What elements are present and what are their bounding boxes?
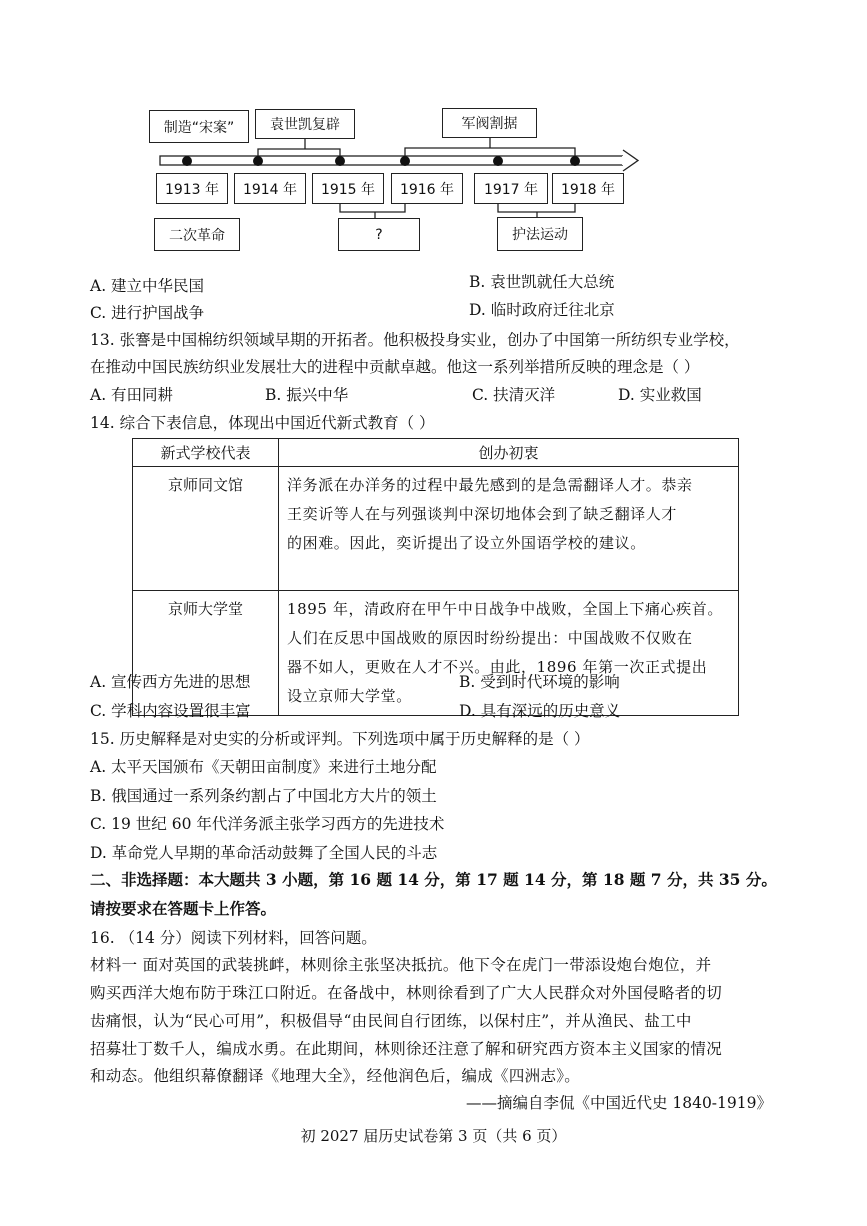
- purpose-line: 的困难。因此，奕䜣提出了设立外国语学校的建议。: [287, 534, 646, 552]
- q12-option-c: C. 进行护国战争: [90, 304, 205, 322]
- q14-option-b: B. 受到时代环境的影响: [459, 673, 620, 691]
- timeline-dot: [182, 156, 192, 166]
- table-row: [133, 467, 739, 591]
- q16-material-line: 齿痛恨，认为“民心可用”，积极倡导“由民间自行团练，以保村庄”，并从渔民、盐工中: [90, 1012, 692, 1030]
- event-yuan-restoration: 袁世凯复辟: [255, 109, 355, 139]
- event-second-revolution: 二次革命: [154, 218, 240, 251]
- school-purpose: [279, 467, 739, 591]
- page-footer: 初 2027 届历史试卷第 3 页（共 6 页）: [300, 1127, 567, 1145]
- event-unknown: ?: [338, 218, 420, 251]
- q12-option-d: D. 临时政府迁往北京: [469, 301, 615, 319]
- timeline: [0, 0, 867, 270]
- year-1917: 1917 年: [474, 173, 548, 204]
- timeline-graphic: [0, 0, 867, 270]
- purpose-line: 器不如人，更败在人才不兴。由此，1896 年第一次正式提出: [287, 658, 708, 676]
- year-1914: 1914 年: [234, 173, 306, 204]
- purpose-line: 人们在反思中国战败的原因时纷纷提出：中国战败不仅败在: [287, 629, 693, 647]
- timeline-dot: [400, 156, 410, 166]
- school-name: 京师大学堂: [133, 591, 279, 716]
- timeline-dot: [493, 156, 503, 166]
- q13-option-d: D. 实业救国: [618, 386, 702, 404]
- school-name: 京师同文馆: [133, 467, 279, 591]
- q14-option-c: C. 学科内容设置很丰富: [90, 702, 251, 720]
- purpose-line: 设立京师大学堂。: [287, 687, 412, 705]
- q14-stem: 14. 综合下表信息，体现出中国近代新式教育（ ）: [90, 414, 435, 432]
- q13-stem-line1: 13. 张謇是中国棉纺织领域早期的开拓者。他积极投身实业，创办了中国第一所纺织专业学校，: [90, 331, 740, 349]
- purpose-line: 王奕䜣等人在与列强谈判中深切地体会到了缺乏翻译人才: [287, 505, 678, 523]
- timeline-dot: [570, 156, 580, 166]
- q16-material-line: 购买西洋大炮布防于珠江口附近。在备战中，林则徐看到了广大人民群众对外国侵略者的切: [90, 984, 723, 1002]
- q13-option-b: B. 振兴中华: [265, 386, 349, 404]
- q16-material-line: 招募壮丁数千人，编成水勇。在此期间，林则徐还注意了解和研究西方资本主义国家的情况: [90, 1040, 723, 1058]
- event-constitution-protection: 护法运动: [497, 217, 583, 251]
- table-header-row: [133, 439, 739, 467]
- q16-material-line: 和动态。他组织幕僚翻译《地理大全》，经他润色后，编成《四洲志》。: [90, 1067, 581, 1085]
- table-header: 创办初衷: [279, 439, 739, 467]
- section2-instruction: 请按要求在答题卡上作答。: [90, 899, 277, 918]
- q15-stem: 15. 历史解释是对史实的分析或评判。下列选项中属于历史解释的是（ ）: [90, 730, 590, 748]
- q15-option-d: D. 革命党人早期的革命活动鼓舞了全国人民的斗志: [90, 844, 438, 862]
- q15-option-a: A. 太平天国颁布《天朝田亩制度》来进行土地分配: [90, 758, 437, 776]
- q15-option-c: C. 19 世纪 60 年代洋务派主张学习西方的先进技术: [90, 815, 445, 833]
- event-warlords: 军阀割据: [442, 108, 537, 138]
- table-row: [133, 591, 739, 716]
- q12-option-a: A. 建立中华民国: [90, 277, 205, 295]
- purpose-line: 1895 年，清政府在甲午中日战争中战败，全国上下痛心疾首。: [287, 600, 723, 618]
- q13-option-a: A. 有田同耕: [90, 386, 174, 404]
- timeline-dot: [335, 156, 345, 166]
- section2-heading: 二、非选择题：本大题共 3 小题，第 16 题 14 分，第 17 题 14 分，第 18 题 7 分，共 35 分。: [90, 870, 777, 889]
- q13-option-c: C. 扶清灭洋: [472, 386, 556, 404]
- timeline-dot: [253, 156, 263, 166]
- year-1916: 1916 年: [391, 173, 463, 204]
- event-song-case: 制造“宋案”: [149, 110, 249, 143]
- q14-option-d: D. 具有深远的历史意义: [459, 702, 621, 720]
- table-header: 新式学校代表: [133, 439, 279, 467]
- q13-stem-line2: 在推动中国民族纺织业发展壮大的进程中贡献卓越。他这一系列举措所反映的理念是（ ）: [90, 358, 700, 376]
- year-1913: 1913 年: [156, 173, 228, 204]
- q16-material-line: 材料一 面对英国的武装挑衅，林则徐主张坚决抵抗。他下令在虎门一带添设炮台炮位，并: [90, 956, 712, 974]
- q14-option-a: A. 宣传西方先进的思想: [90, 673, 251, 691]
- year-1915: 1915 年: [312, 173, 384, 204]
- q12-option-b: B. 袁世凯就任大总统: [469, 273, 615, 291]
- q16-source: ——摘编自李侃《中国近代史 1840-1919》: [465, 1094, 772, 1112]
- purpose-line: 洋务派在办洋务的过程中最先感到的是急需翻译人才。恭亲: [287, 476, 693, 494]
- year-1918: 1918 年: [552, 173, 624, 204]
- school-purpose: [279, 591, 739, 716]
- q15-option-b: B. 俄国通过一系列条约割占了中国北方大片的领土: [90, 787, 437, 805]
- q16-stem: 16. （14 分）阅读下列材料，回答问题。: [90, 929, 377, 947]
